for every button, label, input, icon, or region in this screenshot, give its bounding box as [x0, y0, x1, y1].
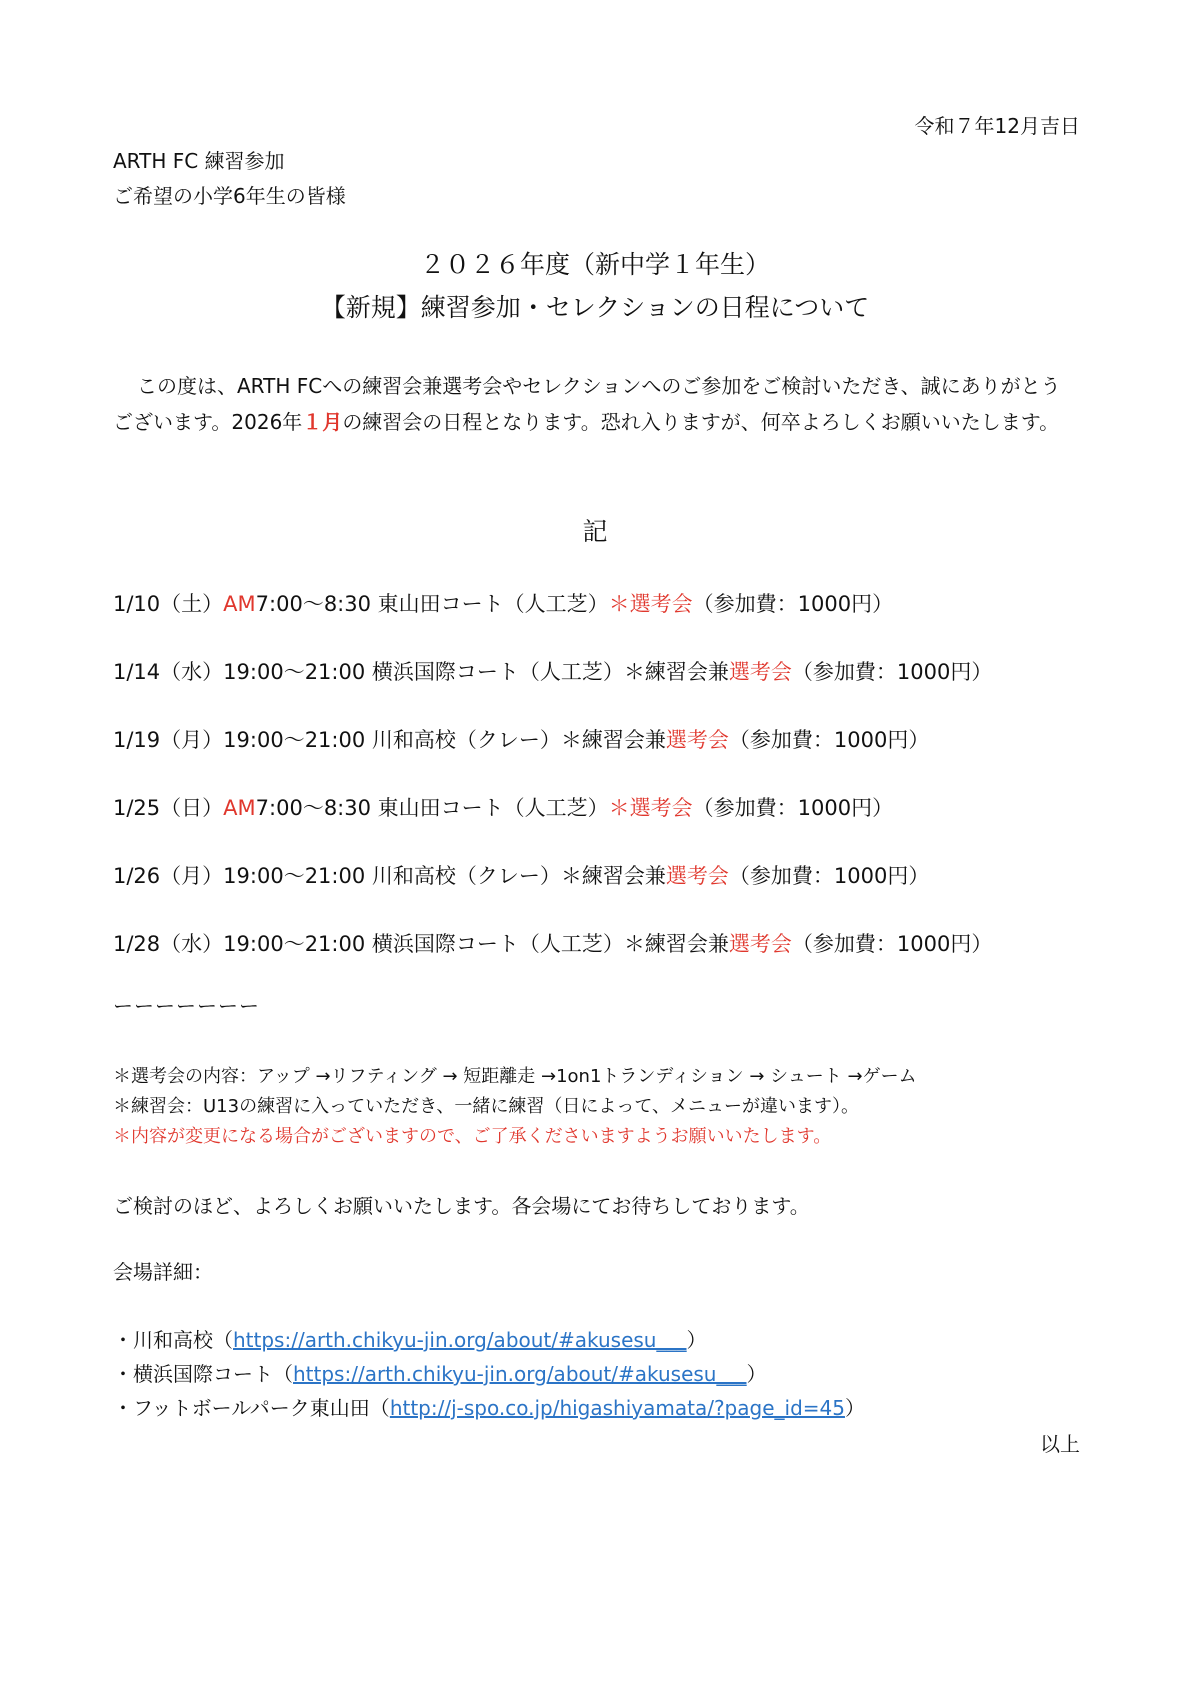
issue-date: 令和７年12月吉日 — [914, 114, 1080, 138]
addressee-line-2: ご希望の小学6年生の皆様 — [113, 184, 346, 208]
venue-link[interactable]: http://j-spo.co.jp/higashiyamata/?page_id=45 — [389, 1396, 845, 1420]
venue-item — [113, 1358, 766, 1387]
title-line-1: ２０２６年度（新中学１年生） — [419, 250, 770, 279]
schedule-time-venue: 19:00〜21:00 川和高校（クレー） — [223, 728, 561, 752]
closing-mark: 以上 — [1040, 1432, 1080, 1456]
schedule-row — [113, 860, 929, 890]
schedule-row — [113, 588, 893, 618]
intro-month-highlight: １月 — [302, 410, 343, 434]
schedule-date: 1/19（月） — [113, 728, 224, 752]
schedule-fee: （参加費：1000円） — [692, 796, 894, 820]
schedule-time-venue: 19:00〜21:00 川和高校（クレー） — [223, 864, 561, 888]
note-change-warning: ＊内容が変更になる場合がございますので、ご了承くださいますようお願いいたします。 — [113, 1126, 832, 1147]
intro-part-1: この度は、ARTH FCへの練習会兼選考会やセレクションへのご参加をご検討いただき、誠にありがとうございます。2026年 — [113, 374, 1061, 434]
schedule-selection: 選考会 — [728, 932, 792, 956]
schedule-row — [113, 928, 992, 958]
schedule-row — [113, 656, 992, 686]
schedule-row — [113, 724, 929, 754]
schedule-type: ＊練習会兼 — [560, 728, 666, 752]
venue-name: ・横浜国際コート（ — [113, 1362, 293, 1386]
schedule-selection: 選考会 — [665, 728, 729, 752]
schedule-type: ＊練習会兼 — [623, 660, 729, 684]
schedule-date: 1/10（土） — [113, 592, 224, 616]
schedule-selection: ＊選考会 — [608, 592, 693, 616]
ki-heading: 記 — [582, 517, 608, 546]
schedule-fee: （参加費：1000円） — [791, 660, 993, 684]
venue-link[interactable]: https://arth.chikyu-jin.org/about/#akusesu___ — [233, 1328, 687, 1352]
closing-text: ご検討のほど、よろしくお願いいたします。各会場にてお待ちしております。 — [113, 1194, 810, 1218]
schedule-time-venue: 7:00〜8:30 東山田コート（人工芝） — [255, 592, 609, 616]
schedule-fee: （参加費：1000円） — [728, 728, 930, 752]
addressee-line-1: ARTH FC 練習参加 — [113, 149, 285, 173]
venue-heading: 会場詳細： — [113, 1260, 213, 1284]
venue-close: ） — [844, 1396, 865, 1420]
schedule-am: AM — [223, 796, 256, 820]
schedule-date: 1/28（水） — [113, 932, 224, 956]
venue-item — [113, 1324, 706, 1353]
schedule-time-venue: 7:00〜8:30 東山田コート（人工芝） — [255, 796, 609, 820]
venue-close: ） — [746, 1362, 767, 1386]
schedule-date: 1/14（水） — [113, 660, 224, 684]
schedule-row — [113, 792, 893, 822]
venue-link[interactable]: https://arth.chikyu-jin.org/about/#akusesu___ — [293, 1362, 747, 1386]
note-practice: ＊練習会：U13の練習に入っていただき、一緒に練習（日によって、メニューが違います）。 — [113, 1096, 859, 1117]
schedule-time-venue: 19:00〜21:00 横浜国際コート（人工芝） — [223, 660, 624, 684]
intro-part-2: の練習会の日程となります。恐れ入りますが、何卒よろしくお願いいたします。 — [342, 410, 1060, 434]
schedule-selection: ＊選考会 — [608, 796, 693, 820]
schedule-selection: 選考会 — [728, 660, 792, 684]
schedule-fee: （参加費：1000円） — [791, 932, 993, 956]
schedule-fee: （参加費：1000円） — [728, 864, 930, 888]
title-line-2: 【新規】練習参加・セレクションの日程について — [320, 293, 870, 322]
schedule-date: 1/26（月） — [113, 864, 224, 888]
venue-item — [113, 1392, 865, 1421]
schedule-fee: （参加費：1000円） — [692, 592, 894, 616]
schedule-selection: 選考会 — [665, 864, 729, 888]
divider: ーーーーーーー — [113, 994, 260, 1018]
schedule-type: ＊練習会兼 — [623, 932, 729, 956]
intro-paragraph — [113, 368, 1078, 440]
schedule-type: ＊練習会兼 — [560, 864, 666, 888]
venue-name: ・川和高校（ — [113, 1328, 233, 1352]
venue-name: ・フットボールパーク東山田（ — [113, 1396, 390, 1420]
schedule-am: AM — [223, 592, 256, 616]
venue-close: ） — [686, 1328, 707, 1352]
schedule-time-venue: 19:00〜21:00 横浜国際コート（人工芝） — [223, 932, 624, 956]
note-selection-content: ＊選考会の内容：アップ →リフティング → 短距離走 →1on1トランディション → シュート →ゲーム — [113, 1066, 917, 1087]
schedule-date: 1/25（日） — [113, 796, 224, 820]
